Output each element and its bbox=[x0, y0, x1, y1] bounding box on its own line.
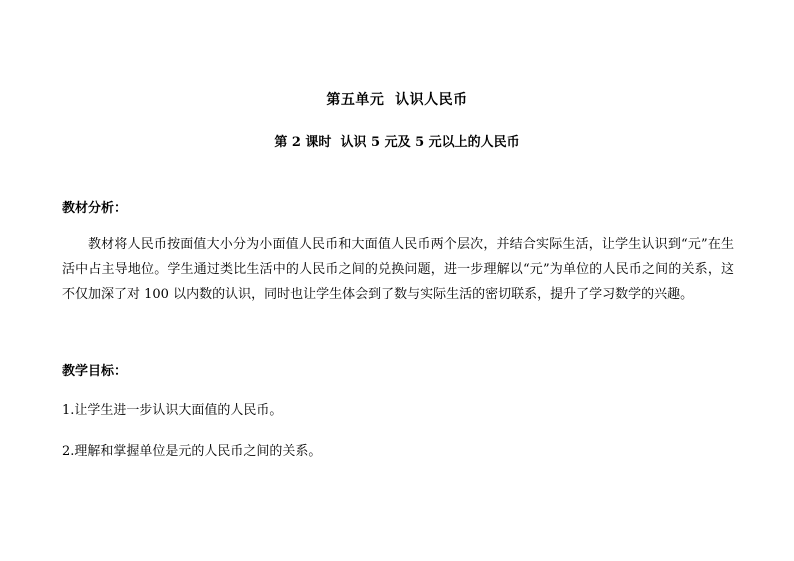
section-heading-teaching-goals: 教学目标： bbox=[62, 364, 128, 379]
page-title: 第五单元 认识人民币 bbox=[326, 92, 468, 108]
section-heading-textbook-analysis: 教材分析： bbox=[62, 201, 128, 216]
lesson-subtitle: 第 2 课时 认识 5 元及 5 元以上的人民币 bbox=[274, 135, 520, 150]
textbook-analysis-paragraph: 教材将人民币按面值大小分为小面值人民币和大面值人民币两个层次，并结合实际生活，让学生认识到“元”在生活中占主导地位。学生通过类比生活中的人民币之间的兑换问题，进一步理解以“元”为单位的人民币之间的关系，这不仅加深了对 100 以内数的认识，同时也让学生体会到了数与实际生活的密切联系，提升了学习数学的兴趣。 bbox=[62, 237, 734, 302]
goal-item-2: 2.理解和掌握单位是元的人民币之间的关系。 bbox=[62, 444, 322, 459]
goal-item-1: 1.让学生进一步认识大面值的人民币。 bbox=[62, 403, 283, 418]
